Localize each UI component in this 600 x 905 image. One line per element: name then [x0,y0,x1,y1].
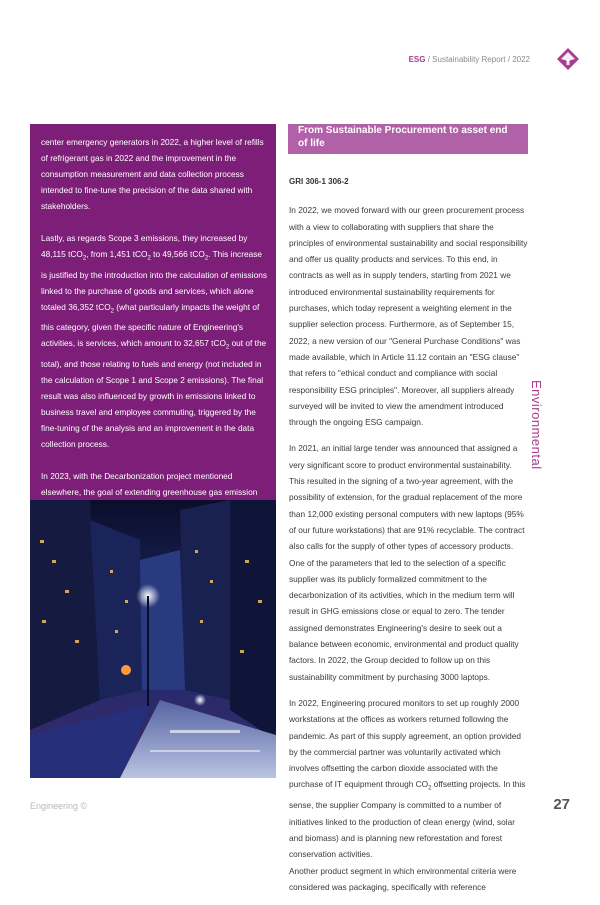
footer-brand: Engineering © [30,801,88,811]
right-paragraph: Another product segment in which environmental criteria were considered was packaging, specifically with reference [289,865,517,892]
left-paragraph: In 2023, with the Decarbonization project mentioned elsewhere, the goal of extending greenhouse gas emission [41,470,258,497]
right-column-text [289,174,529,905]
city-night-photo [30,500,276,778]
section-heading: From Sustainable Procurement to asset end of life [288,124,528,154]
right-paragraph: In 2021, an initial large tender was announced that assigned a very significant score to product environmental sustainability. This resulted in the signing of a two-year agreement, with the possibility of extension, for the gradual replacement of the more than 12,000 existing personal computers with new laptops (95% of our future workstations) that are 91% recyclable. The contract also calls for the supply of other types of accessory products. One of the parameters that led to the selection of a specific supplier was its publicly formalized commitment to the decarbonization of its activities, which in the medium term will result in GHG emissions close or equal to zero. The tender assigned demonstrates Engineering's desire to seek out a balance between economic, environmental and product quality factors. In 2022, the Group decided to follow up on this sustainability commitment by purchasing 3000 laptops. [289,443,525,682]
gri-reference: GRI 306-1 306-2 [289,177,349,186]
left-paragraph-scope3: Lastly, as regards Scope 3 emissions, they increased by 48,115 tCO$_2$, from 1,451 tCO$_2$ to 49,566 tCO$_2$. This increase is justified by the introduction into the calculation of emissions linked to the purchase of goods and services, which alone totaled 36,352 tCO$_2$ (what particularly impacts the weight of this category, given the specific nature of Engineering's activities, is services, which amount to 32,657 tCO$_2$ out of the total), and those relating to fuels and energy (not included in the calculation of Scope 1 and Scope 2 emissions). The final result was also influenced by growth in emissions linked to business travel and employee commuting, triggered by the fine-tuning of the analysis and an improvement in the data collection process. [41,233,267,449]
header-esg: ESG [408,55,426,64]
left-paragraph: center emergency generators in 2022, a higher level of refills of refrigerant gas in 2022 and the improvement in the consumption measurement and data collection process intended to fine-tune the precision of the data shared with stakeholders. [41,137,264,211]
page-header [409,55,530,64]
header-report-title: / Sustainability Report / 2022 [425,55,530,64]
page-number: 27 [553,796,570,813]
section-side-label: Environmental [529,380,544,470]
engineering-logo-icon [556,47,580,71]
right-paragraph: In 2022, Engineering procured monitors to set up roughly 2000 workstations at the offices as workers returned following the pandemic. As part of this supply agreement, an option provided by the commercial partner was voluntarily activated which involves offsetting the carbon dioxide associated with the purchase of IT equipment through $CO_2$ offsetting projects. In this sense, the supplier Company is committed to a number of initiatives linked to the production of clean energy (wind, solar and biomass) and is planning new reforestation and forest conservation activities. [289,697,526,860]
left-column-text [41,134,267,516]
right-paragraph: In 2022, we moved forward with our green procurement process with a view to collaborating with suppliers that share the principles of environmental sustainability and social responsibility and offer us quality products and services. To this end, in contracts as well as in supply tenders, starting from 2021 we introduced environmental sustainability requirements for purchases, which today represent a weighting element in the supplier selection process. Furthermore, as of September 15, 2022, a new version of our "General Purchase Conditions" was made available, which in Article 11.12 contain an "ESG clause" that refers to "ethical conduct and compliance with social responsibility ESG principles". Moreover, all suppliers already surveyed will be invited to view the amendment introduced through the ongoing ESG campaign. [289,205,528,428]
